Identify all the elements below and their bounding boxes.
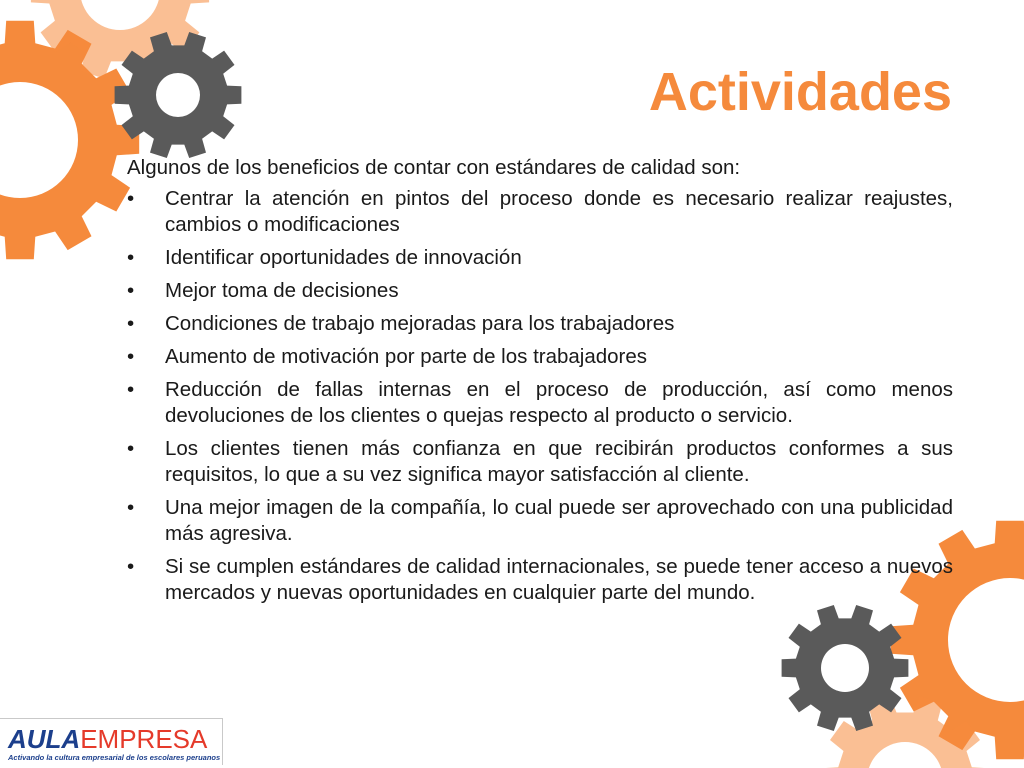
list-item bbox=[127, 377, 953, 429]
list-item-text: Condiciones de trabajo mejoradas para los trabajadores bbox=[165, 312, 675, 335]
list-item bbox=[127, 344, 953, 370]
list-item bbox=[127, 495, 953, 547]
list-item-text: Los clientes tienen más confianza en que recibirán productos conformes a sus requisitos, lo que a su vez significa mayor satisfacción al cliente. bbox=[165, 437, 953, 486]
logo-wordmark bbox=[8, 725, 207, 753]
benefits-list bbox=[127, 186, 953, 606]
logo-aula: AULA bbox=[8, 724, 81, 754]
gear-hole bbox=[821, 644, 869, 692]
list-item-text: Reducción de fallas internas en el proceso de producción, así como menos devoluciones de los clientes o quejas respecto al producto o servicio. bbox=[165, 378, 953, 427]
list-item-text: Identificar oportunidades de innovación bbox=[165, 246, 522, 269]
bullet-marker: • bbox=[127, 279, 135, 302]
list-item bbox=[127, 436, 953, 488]
slide-title: Actividades bbox=[648, 62, 952, 122]
list-item bbox=[127, 311, 953, 337]
aula-empresa-logo bbox=[0, 718, 223, 765]
bullet-marker: • bbox=[127, 496, 135, 519]
bullet-marker: • bbox=[127, 246, 135, 269]
bullet-marker: • bbox=[127, 378, 135, 401]
intro-text: Algunos de los beneficios de contar con estándares de calidad son: bbox=[127, 156, 741, 179]
bullet-marker: • bbox=[127, 187, 135, 210]
list-item bbox=[127, 554, 953, 606]
list-item-text: Si se cumplen estándares de calidad internacionales, se puede tener acceso a nuevos mercados y nuevas oportunidades en cualquier parte del mundo. bbox=[165, 555, 953, 604]
list-item bbox=[127, 278, 953, 304]
bullet-marker: • bbox=[127, 555, 135, 578]
logo-empresa: EMPRESA bbox=[80, 724, 208, 754]
gear-hole bbox=[156, 73, 200, 117]
list-item bbox=[127, 186, 953, 238]
list-item-text: Aumento de motivación por parte de los trabajadores bbox=[165, 345, 648, 368]
bullet-marker: • bbox=[127, 345, 135, 368]
list-item-text: Mejor toma de decisiones bbox=[165, 279, 399, 302]
list-item-text: Centrar la atención en pintos del proceso donde es necesario realizar reajustes, cambios o modificaciones bbox=[165, 187, 953, 236]
list-item-text: Una mejor imagen de la compañía, lo cual puede ser aprovechado con una publicidad más agresiva. bbox=[165, 496, 953, 545]
bullet-marker: • bbox=[127, 312, 135, 335]
slide-body bbox=[127, 155, 953, 613]
bullet-marker: • bbox=[127, 437, 135, 460]
logo-tagline: Activando la cultura empresarial de los escolares peruanos bbox=[8, 753, 221, 762]
list-item bbox=[127, 245, 953, 271]
